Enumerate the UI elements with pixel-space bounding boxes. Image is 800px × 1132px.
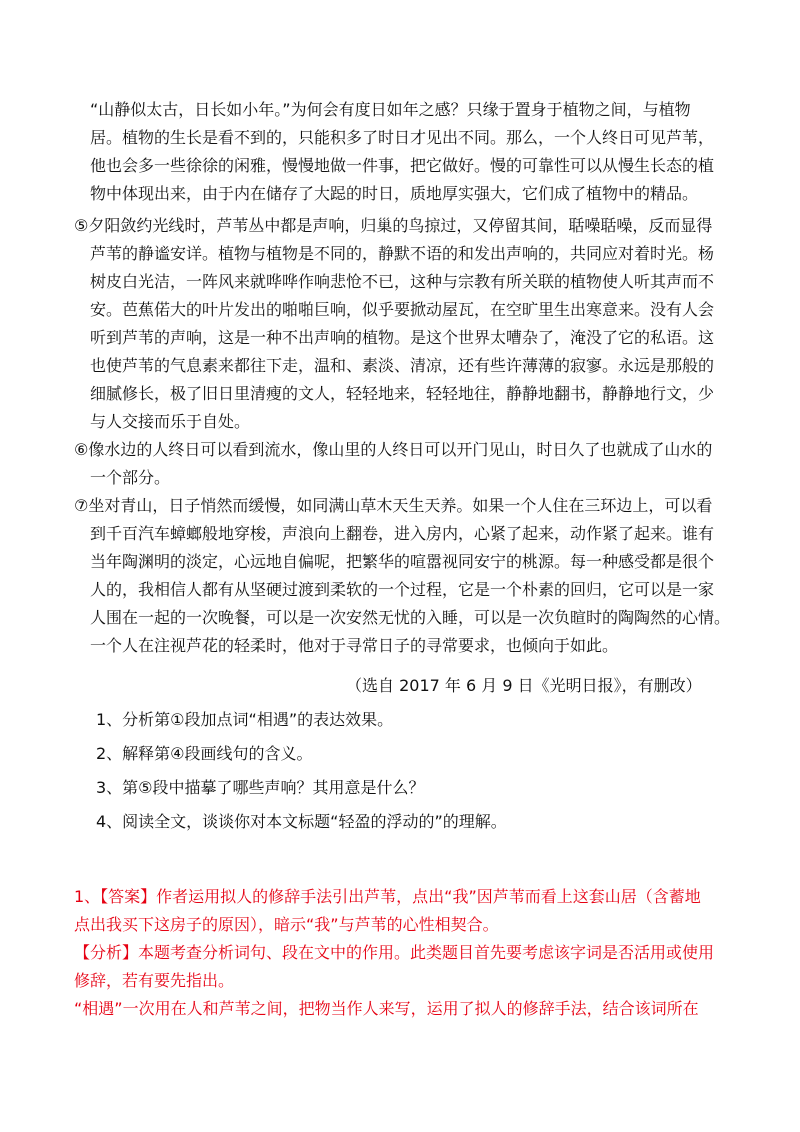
analysis-line: 修辞，若有要先指出。 <box>74 971 235 990</box>
text-line: 安。芭蕉偌大的叶片发出的啪啪巨响，似乎要掀动屋瓦，在空旷里生出寒意来。没有人会 <box>90 300 715 319</box>
text-line: 与人交接而乐于自处。 <box>90 412 251 431</box>
question-item: 2、解释第④段画线句的含义。 <box>96 744 313 763</box>
text-line: ⑤夕阳敛约光线时，芦苇丛中都是声响，归巢的鸟掠过，又停留其间，聒噪聒噪，反而显得 <box>74 216 713 235</box>
analysis-line: “相遇”一次用在人和芦苇之间，把物当作人来写，运用了拟人的修辞手法，结合该词所在 <box>74 999 699 1018</box>
paragraph-6 <box>74 436 744 492</box>
text-line: “山静似太古，日长如小年。”为何会有度日如年之感？只缘于置身于植物之间，与植物 <box>90 100 691 119</box>
paragraph-7 <box>74 492 744 660</box>
question-item: 4、阅读全文，谈谈你对本文标题“轻盈的浮动的”的理解。 <box>96 812 507 831</box>
text-line: 人的，我相信人都有从坚硬过渡到柔软的一个过程，它是一个朴素的回归，它可以是一家 <box>90 580 715 599</box>
text-line: 到千百汽车蟑螂般地穿梭，声浪向上翻卷，进入房内，心紧了起来，动作紧了起来。谁有 <box>90 524 715 543</box>
text-line: 当年陶渊明的淡定，心远地自偏呢，把繁华的喧嚣视同安宁的桃源。每一种感受都是很个 <box>90 552 715 571</box>
text-line: 一个人在注视芦花的轻柔时，他对于寻常日子的寻常要求，也倾向于如此。 <box>90 636 619 655</box>
paragraph-5 <box>74 212 744 436</box>
text-line: 也使芦苇的气息素来都往下走，温和、素淡、清凉，还有些许薄薄的寂寥。永远是那般的 <box>90 356 715 375</box>
question-item: 1、分析第①段加点词“相遇”的表达效果。 <box>96 710 394 729</box>
text-line: 细腻修长，极了旧日里清瘦的文人，轻轻地来，轻轻地往，静静地翻书，静静地行文，少 <box>90 384 715 403</box>
paragraph-4-continued <box>74 96 744 208</box>
source-citation: （选自 2017 年 6 月 9 日《光明日报》，有删改） <box>346 676 702 695</box>
text-line: 人围在一起的一次晚餐，可以是一次安然无忧的入睡，可以是一次负暄时的陶陶然的心情。 <box>90 608 731 627</box>
answer-line: 点出我买下这房子的原因），暗示“我”与芦苇的心性相契合。 <box>74 915 499 934</box>
answer-section <box>74 883 744 1023</box>
text-line: 听到芦苇的声响，这是一种不出声响的植物。是这个世界太嘈杂了，淹没了它的私语。这 <box>90 328 715 347</box>
text-line: 居。植物的生长是看不到的，只能积多了时日才见出不同。那么，一个人终日可见芦苇， <box>90 128 715 147</box>
question-item: 3、第⑤段中描摹了哪些声响？其用意是什么？ <box>96 778 425 797</box>
text-line: ⑦坐对青山，日子悄然而缓慢，如同满山草木天生天养。如果一个人住在三环边上，可以看 <box>74 496 713 515</box>
analysis-line: 【分析】本题考查分析词句、段在文中的作用。此类题目首先要考虑该字词是否活用或使用 <box>74 943 715 962</box>
text-line: 一个部分。 <box>90 468 171 487</box>
question-list <box>96 706 507 842</box>
text-line: 树皮白光洁，一阵风来就哗哗作响悲怆不已，这种与宗教有所关联的植物使人听其声而不 <box>90 272 715 291</box>
text-line: 他也会多一些徐徐的闲雅，慢慢地做一件事，把它做好。慢的可靠性可以从慢生长态的植 <box>90 156 715 175</box>
text-line: ⑥像水边的人终日可以看到流水，像山里的人终日可以开门见山，时日久了也就成了山水的 <box>74 440 713 459</box>
text-line: 物中体现出来，由于内在储存了大跽的时日，质地厚实强大，它们成了植物中的精品。 <box>90 184 699 203</box>
text-line: 芦苇的静谧安详。植物与植物是不同的，静默不语的和发出声响的，共同应对着时光。杨 <box>90 244 715 263</box>
answer-line: 1、【答案】作者运用拟人的修辞手法引出芦苇，点出“我”因芦苇而看上这套山居（含蓄地 <box>74 887 701 906</box>
